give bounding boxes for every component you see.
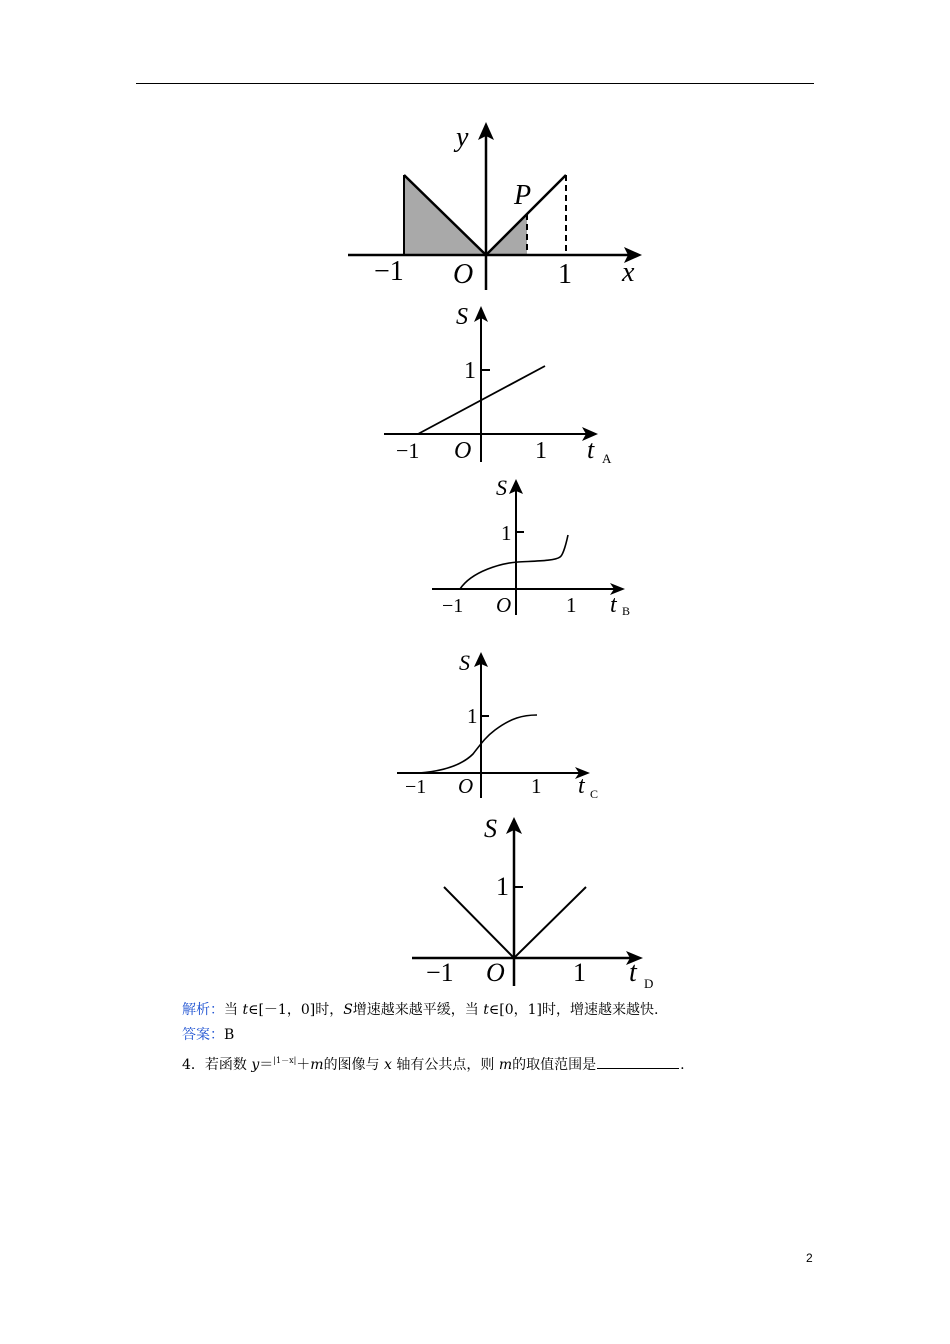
tick-pos-1: 1	[566, 593, 577, 617]
curve-graph	[460, 535, 568, 589]
tick-pos-1: 1	[531, 774, 542, 798]
point-p-label: P	[514, 180, 532, 211]
s-axis-label: S	[484, 814, 497, 843]
main-figure	[340, 118, 650, 293]
t-axis-label: t	[629, 957, 637, 988]
analysis-label: 解析：	[182, 1002, 224, 1018]
tick-neg-1: −1	[396, 438, 420, 463]
origin-label: O	[486, 958, 505, 987]
answer-label: 答案：	[182, 1027, 224, 1043]
t-axis-label: t	[578, 773, 585, 799]
option-letter: A	[602, 451, 612, 466]
origin-label: O	[454, 438, 472, 464]
y-tick-1: 1	[496, 872, 509, 901]
s-axis-label: S	[456, 304, 468, 330]
t-axis-label: t	[610, 592, 617, 618]
option-b-graph	[430, 473, 640, 623]
y-tick-1: 1	[464, 358, 476, 384]
tick-pos-1: 1	[573, 958, 586, 987]
tick-pos-1: 1	[558, 259, 572, 290]
option-letter: D	[644, 976, 654, 991]
origin-label: O	[458, 774, 474, 798]
exponent: |1－x|	[273, 1056, 297, 1065]
question-4: 4．若函数 y＝$^{|1-x|}$＋m的图像与 x 轴有公共点，则 m的取值范围是 .	[182, 1056, 685, 1073]
y-tick-1: 1	[467, 704, 478, 728]
page-number: 2	[806, 1251, 813, 1265]
analysis-line: 解析：当 t∈[－1，0]时，S增速越来越平缓，当 t∈[0，1]时，增速越来越快.	[182, 1002, 659, 1018]
tick-neg-1: −1	[405, 776, 427, 798]
tick-neg-1: −1	[374, 256, 404, 287]
option-c-graph	[395, 646, 615, 806]
y-axis-label: y	[456, 122, 469, 153]
answer-line	[182, 1025, 234, 1045]
answer-value: B	[224, 1027, 235, 1043]
option-a-graph	[380, 298, 620, 468]
answer-blank	[597, 1055, 679, 1069]
s-axis-label: S	[459, 650, 470, 675]
option-letter: C	[590, 787, 599, 801]
t-axis-label: t	[587, 435, 595, 464]
tick-neg-1: −1	[426, 958, 454, 987]
option-letter: B	[622, 604, 631, 618]
option-d-graph	[410, 810, 660, 990]
y-tick-1: 1	[501, 521, 512, 545]
tick-neg-1: −1	[442, 595, 464, 617]
tick-pos-1: 1	[535, 438, 547, 464]
header-rule	[136, 83, 814, 84]
s-axis-label: S	[496, 475, 507, 500]
curve-graph	[419, 715, 537, 773]
origin-label: O	[496, 593, 512, 617]
origin-label: O	[453, 259, 474, 290]
x-axis-label: x	[622, 257, 635, 288]
